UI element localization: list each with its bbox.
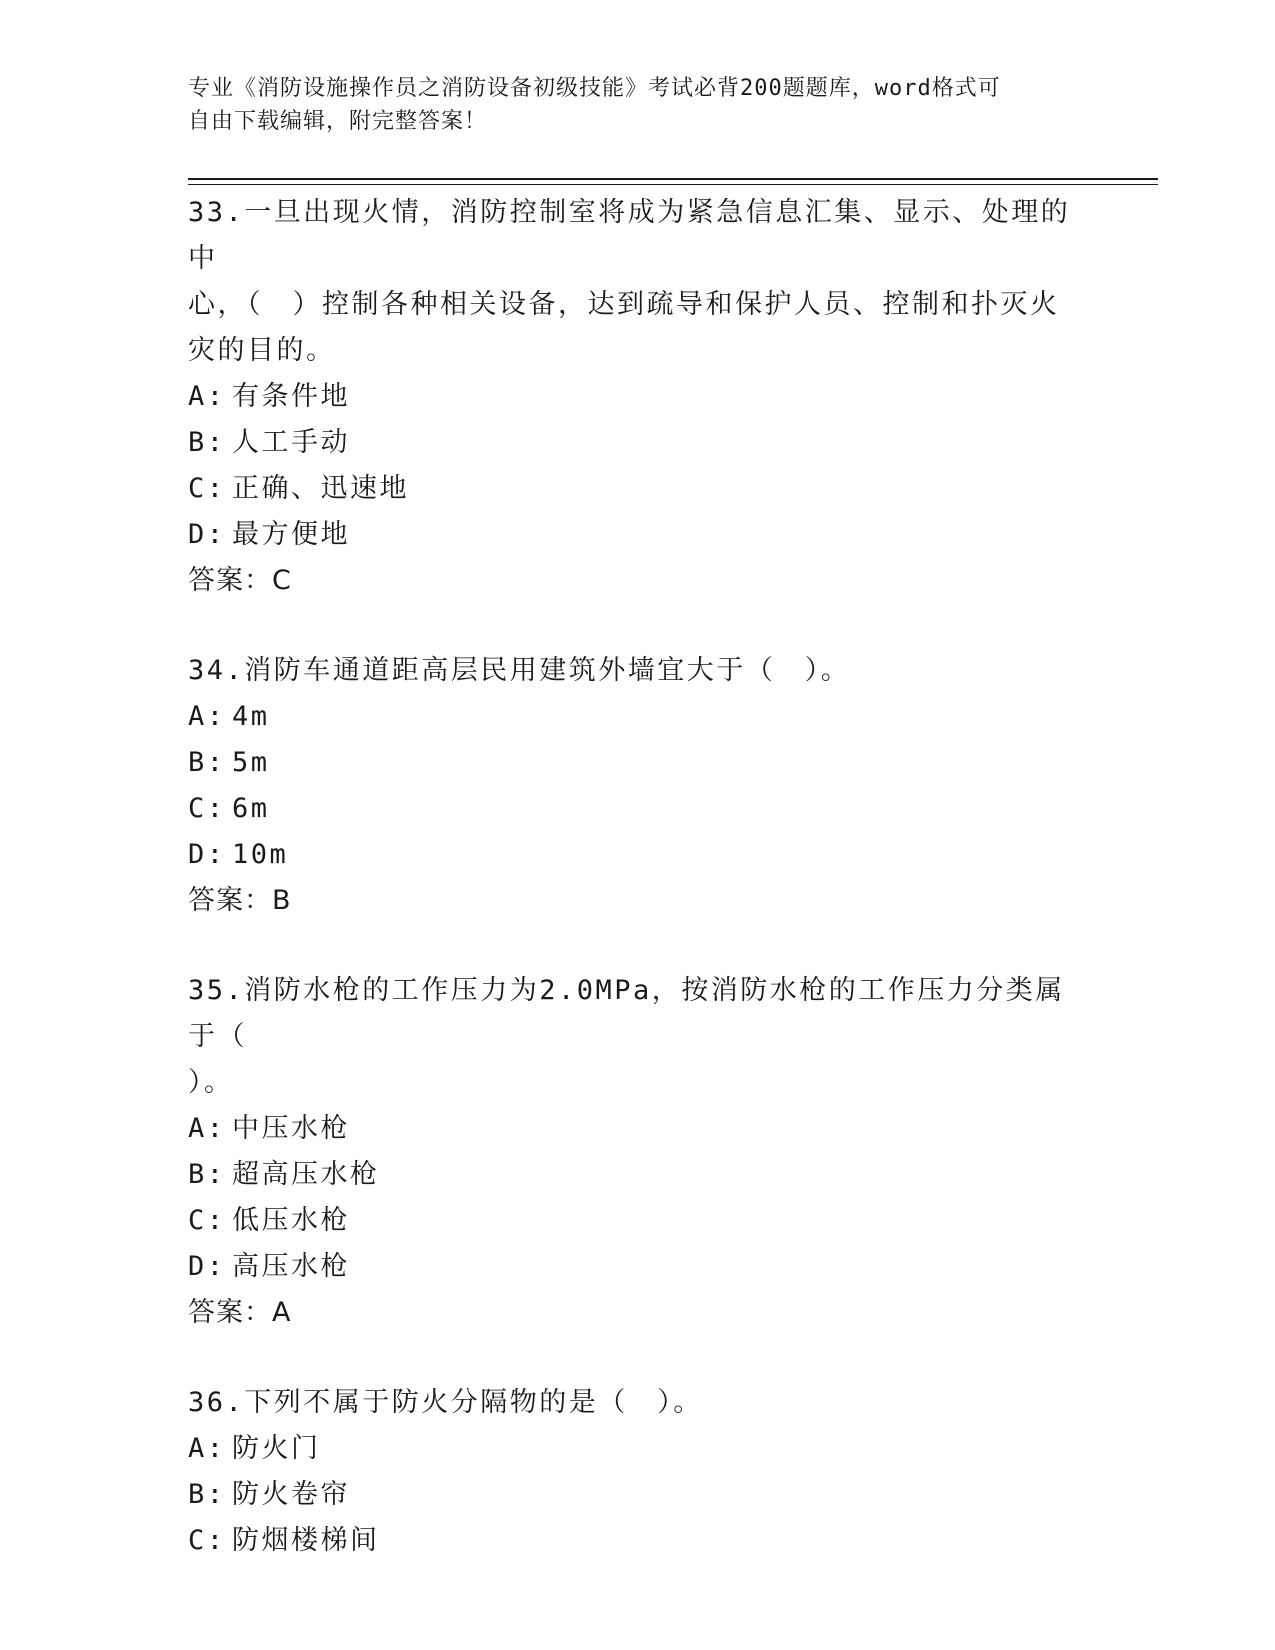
option-key: C: bbox=[188, 793, 226, 824]
option-text: 最方便地 bbox=[232, 519, 350, 550]
option-text: 高压水枪 bbox=[232, 1251, 350, 1282]
option-c bbox=[188, 1518, 1088, 1564]
option-a bbox=[188, 1426, 1088, 1472]
option-key: C: bbox=[188, 1525, 226, 1556]
option-text: 4m bbox=[232, 701, 270, 732]
question-stem-line: 33.一旦出现火情，消防控制室将成为紧急信息汇集、显示、处理的中 bbox=[188, 197, 1071, 274]
header-divider-thick bbox=[188, 178, 1158, 180]
option-key: A: bbox=[188, 701, 226, 732]
question-stem-line: 35.消防水枪的工作压力为2.0MPa，按消防水枪的工作压力分类属于（ bbox=[188, 975, 1065, 1052]
answer-line: 答案：B bbox=[188, 885, 292, 916]
question-item bbox=[188, 968, 1088, 1336]
option-key: B: bbox=[188, 1479, 226, 1510]
option-text: 中压水枪 bbox=[232, 1113, 350, 1144]
option-b bbox=[188, 1472, 1088, 1518]
option-d bbox=[188, 832, 1088, 878]
question-stem-line: 心，（ ）控制各种相关设备，达到疏导和保护人员、控制和扑灭火 bbox=[188, 289, 1060, 320]
option-a bbox=[188, 694, 1088, 740]
option-b bbox=[188, 1152, 1088, 1198]
option-text: 低压水枪 bbox=[232, 1205, 350, 1236]
option-c bbox=[188, 786, 1088, 832]
header-line-2: 自由下载编辑，附完整答案！ bbox=[188, 109, 488, 134]
option-key: B: bbox=[188, 1159, 226, 1190]
option-text: 防烟楼梯间 bbox=[232, 1525, 380, 1556]
question-stem-line: 36.下列不属于防火分隔物的是（ ）。 bbox=[188, 1387, 703, 1418]
answer-line: 答案：C bbox=[188, 565, 292, 596]
option-b bbox=[188, 740, 1088, 786]
option-text: 有条件地 bbox=[232, 381, 350, 412]
question-item bbox=[188, 1380, 1088, 1564]
option-text: 防火卷帘 bbox=[232, 1479, 350, 1510]
option-key: A: bbox=[188, 1113, 226, 1144]
option-a bbox=[188, 374, 1088, 420]
option-d bbox=[188, 512, 1088, 558]
option-text: 5m bbox=[232, 747, 270, 778]
question-stem-line: 34.消防车通道距高层民用建筑外墙宜大于（ ）。 bbox=[188, 655, 851, 686]
option-key: C: bbox=[188, 473, 226, 504]
option-text: 人工手动 bbox=[232, 427, 350, 458]
question-item bbox=[188, 190, 1088, 604]
option-key: B: bbox=[188, 747, 226, 778]
option-key: B: bbox=[188, 427, 226, 458]
option-key: D: bbox=[188, 519, 226, 550]
header-line-1: 专业《消防设施操作员之消防设备初级技能》考试必背200题题库，word格式可 bbox=[188, 76, 1001, 101]
option-key: C: bbox=[188, 1205, 226, 1236]
header-divider-thin bbox=[188, 184, 1158, 185]
option-a bbox=[188, 1106, 1088, 1152]
option-c bbox=[188, 466, 1088, 512]
option-text: 防火门 bbox=[232, 1433, 321, 1464]
option-key: D: bbox=[188, 839, 226, 870]
question-stem-line: ）。 bbox=[188, 1067, 234, 1098]
question-item bbox=[188, 648, 1088, 924]
option-text: 6m bbox=[232, 793, 270, 824]
option-c bbox=[188, 1198, 1088, 1244]
option-b bbox=[188, 420, 1088, 466]
option-text: 超高压水枪 bbox=[232, 1159, 380, 1190]
answer-line: 答案：A bbox=[188, 1297, 292, 1328]
question-list bbox=[188, 190, 1088, 1608]
document-header bbox=[188, 72, 1068, 138]
question-stem-line: 灾的目的。 bbox=[188, 335, 336, 366]
option-text: 10m bbox=[232, 839, 289, 870]
option-key: D: bbox=[188, 1251, 226, 1282]
option-key: A: bbox=[188, 381, 226, 412]
option-text: 正确、迅速地 bbox=[232, 473, 409, 504]
option-d bbox=[188, 1244, 1088, 1290]
option-key: A: bbox=[188, 1433, 226, 1464]
